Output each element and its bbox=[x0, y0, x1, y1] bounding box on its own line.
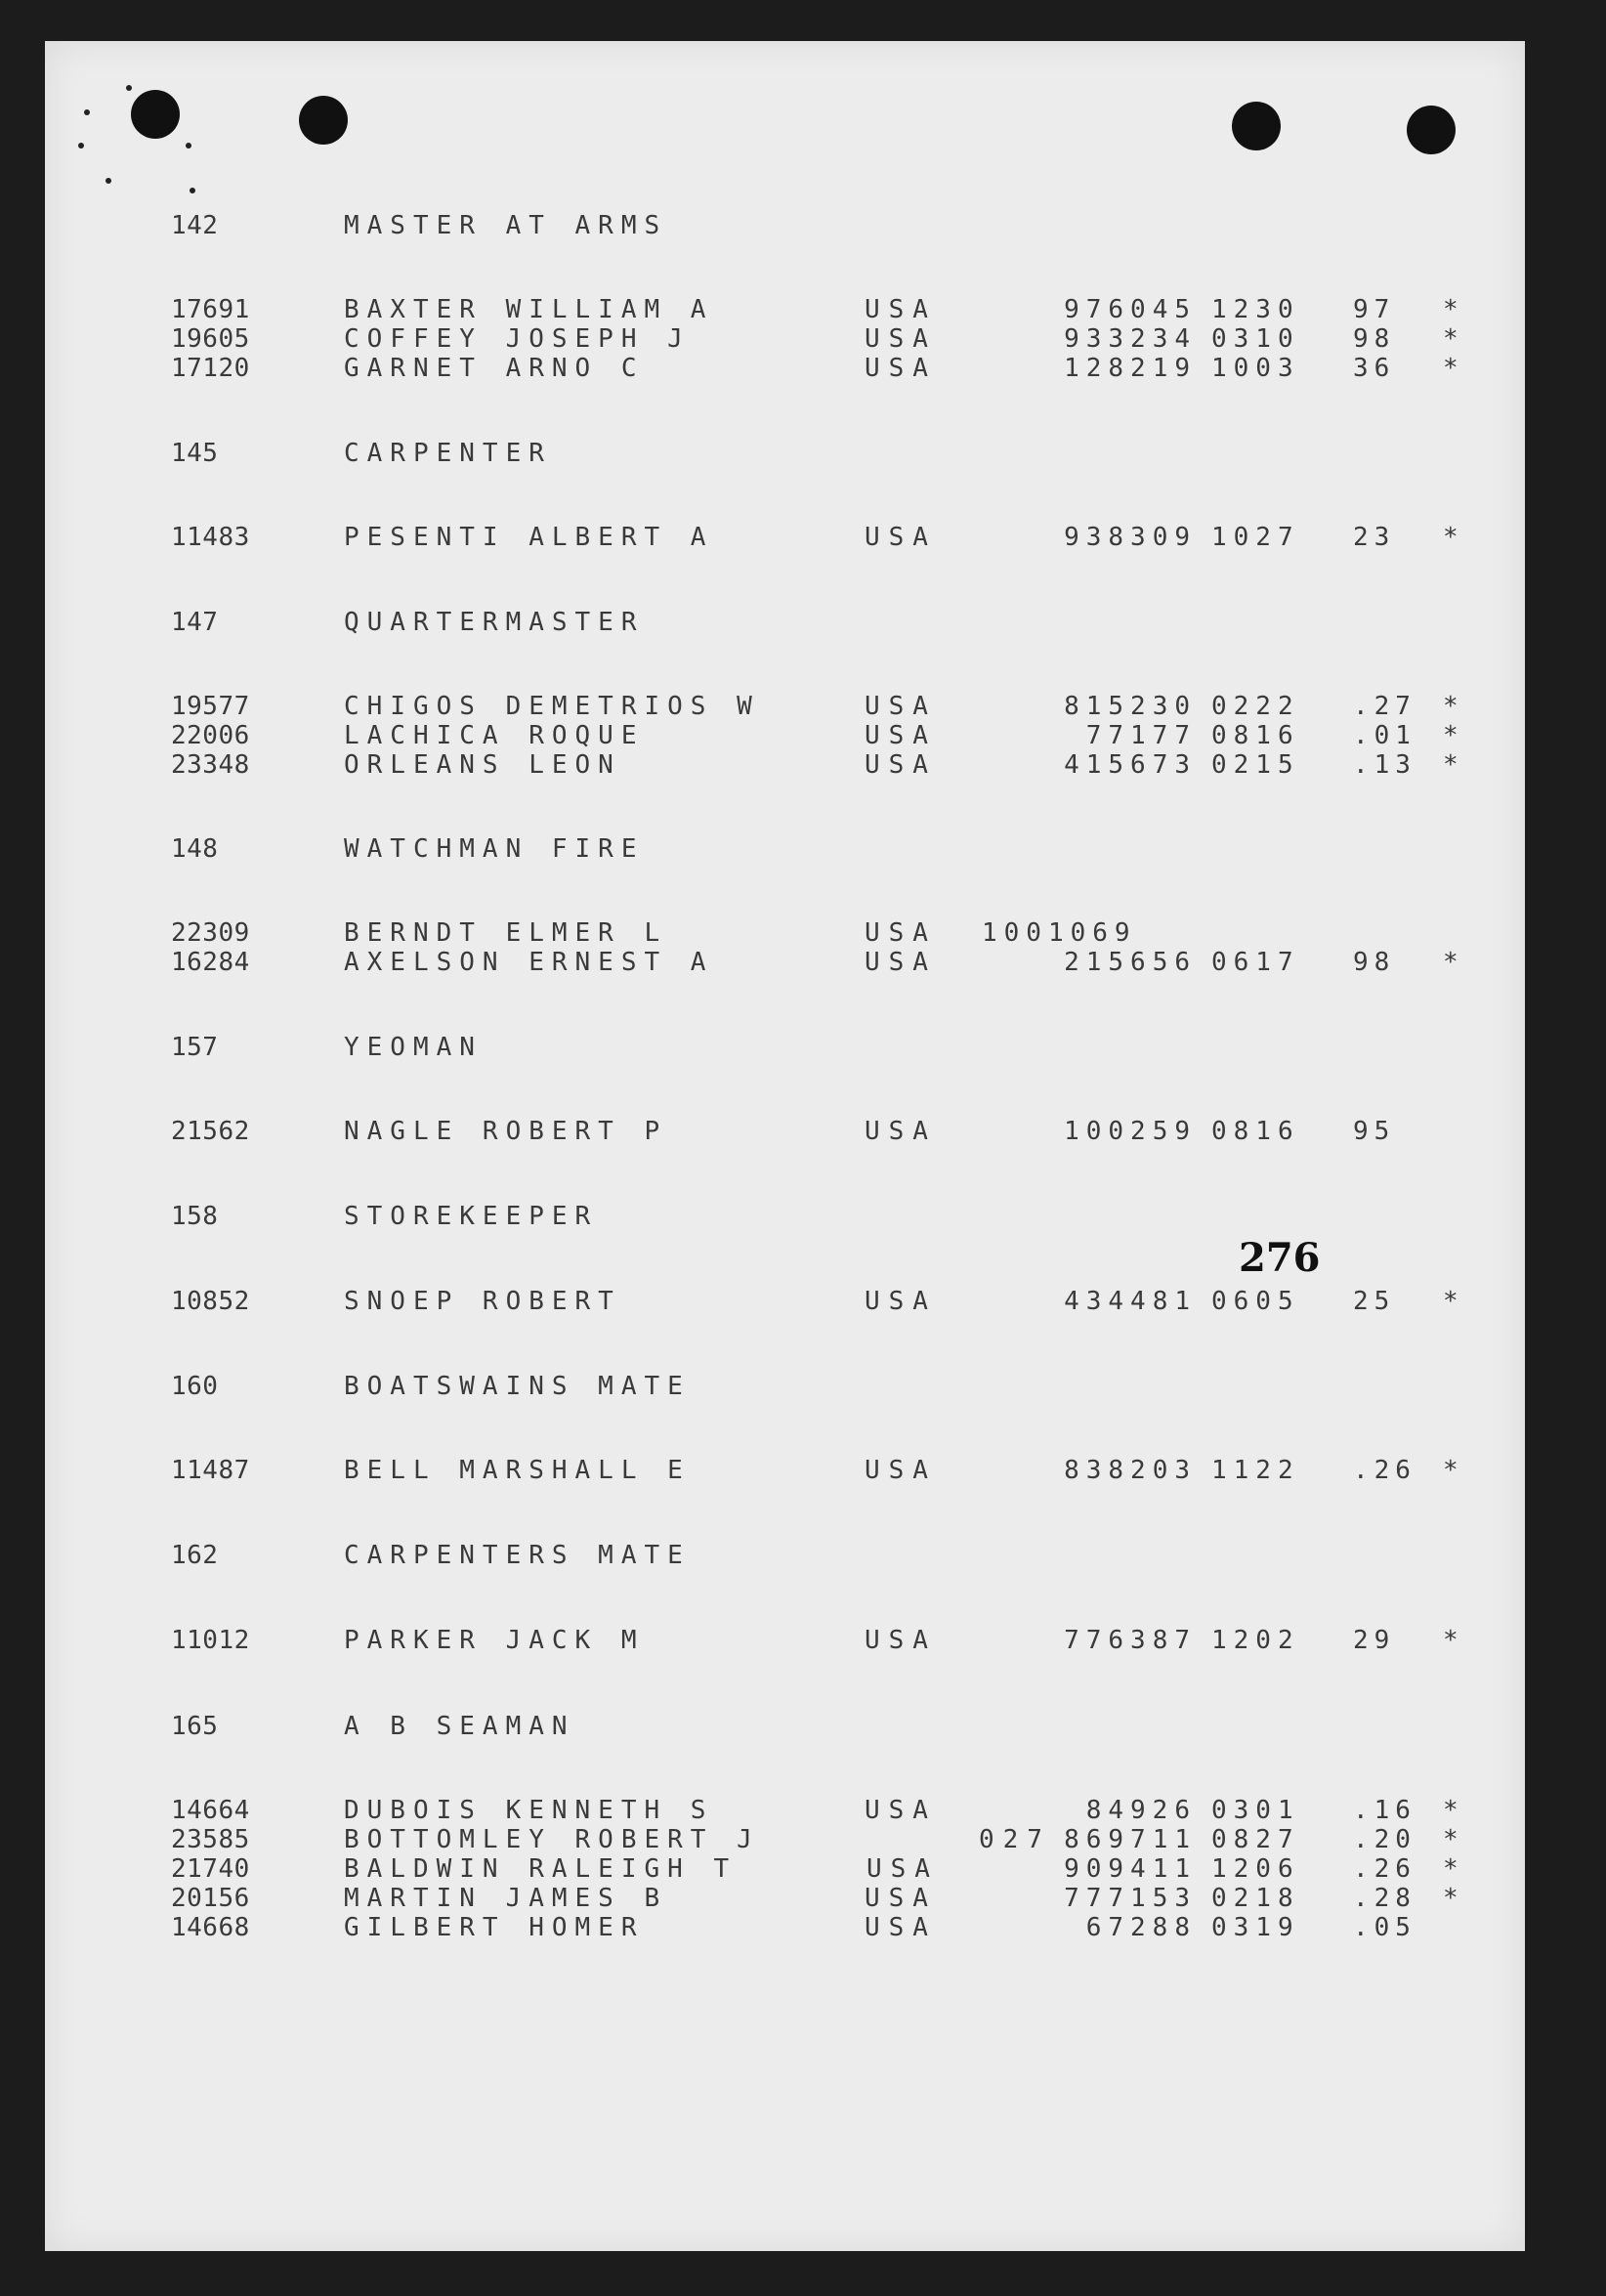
record-date: 0827 bbox=[1211, 1825, 1300, 1854]
record-name: CHIGOS DEMETRIOS W bbox=[344, 692, 760, 721]
record-number: 815230 bbox=[1064, 692, 1197, 721]
section-title: BOATSWAINS MATE bbox=[344, 1372, 691, 1401]
record-country: 027 bbox=[979, 1825, 1051, 1854]
record-row bbox=[171, 523, 1459, 552]
section-heading bbox=[171, 1541, 691, 1570]
record-row bbox=[171, 750, 1459, 780]
record-mark: * bbox=[1443, 1796, 1459, 1825]
record-date: 0310 bbox=[1211, 324, 1300, 354]
record-id: 22309 bbox=[171, 918, 250, 948]
record-number: 415673 bbox=[1064, 750, 1197, 780]
section-code: 157 bbox=[171, 1033, 219, 1062]
record-row bbox=[171, 1117, 1396, 1146]
record-value: .27 bbox=[1353, 692, 1416, 721]
section-heading bbox=[171, 1202, 599, 1231]
record-value: .28 bbox=[1353, 1884, 1416, 1913]
record-value: 97 bbox=[1353, 295, 1396, 324]
record-date: 0215 bbox=[1211, 750, 1300, 780]
record-value: .26 bbox=[1353, 1854, 1416, 1884]
record-number: 838203 bbox=[1064, 1456, 1197, 1485]
record-mark: * bbox=[1443, 692, 1459, 721]
speck bbox=[190, 188, 195, 193]
record-number: 869711 bbox=[1064, 1825, 1197, 1854]
record-name: SNOEP ROBERT bbox=[344, 1287, 621, 1316]
record-name: BAXTER WILLIAM A bbox=[344, 295, 714, 324]
record-date: 0816 bbox=[1211, 721, 1300, 750]
record-id: 17120 bbox=[171, 354, 250, 383]
section-title: CARPENTERS MATE bbox=[344, 1541, 691, 1570]
record-value: .05 bbox=[1353, 1913, 1416, 1942]
record-name: ORLEANS LEON bbox=[344, 750, 621, 780]
record-country: USA bbox=[865, 354, 937, 383]
section-title: CARPENTER bbox=[344, 439, 552, 468]
record-id: 22006 bbox=[171, 721, 250, 750]
record-row bbox=[171, 1626, 1459, 1655]
record-row bbox=[171, 948, 1459, 977]
record-country: USA bbox=[865, 295, 937, 324]
record-id: 14664 bbox=[171, 1796, 250, 1825]
record-id: 10852 bbox=[171, 1287, 250, 1316]
section-code: 148 bbox=[171, 834, 219, 864]
section-heading bbox=[171, 834, 645, 864]
record-mark: * bbox=[1443, 1825, 1459, 1854]
record-mark: * bbox=[1443, 1456, 1459, 1485]
section-code: 147 bbox=[171, 608, 219, 637]
record-date: 0617 bbox=[1211, 948, 1300, 977]
record-date: 0222 bbox=[1211, 692, 1300, 721]
record-date: 1027 bbox=[1211, 523, 1300, 552]
record-number: 100259 bbox=[1064, 1117, 1197, 1146]
record-row bbox=[171, 1825, 1459, 1854]
section-heading bbox=[171, 439, 552, 468]
record-country: USA bbox=[865, 721, 937, 750]
record-number: 1001069 bbox=[982, 918, 1137, 948]
record-row bbox=[171, 721, 1459, 750]
section-heading bbox=[171, 211, 668, 240]
record-mark: * bbox=[1443, 1854, 1459, 1884]
record-country: USA bbox=[865, 1913, 937, 1942]
record-date: 1206 bbox=[1211, 1854, 1300, 1884]
record-mark: * bbox=[1443, 1287, 1459, 1316]
record-row bbox=[171, 1796, 1459, 1825]
punch-hole-left-1 bbox=[131, 90, 180, 139]
record-mark: * bbox=[1443, 1884, 1459, 1913]
section-code: 160 bbox=[171, 1372, 219, 1401]
record-number: 938309 bbox=[1064, 523, 1197, 552]
record-row bbox=[171, 295, 1459, 324]
section-title: QUARTERMASTER bbox=[344, 608, 645, 637]
record-country: USA bbox=[865, 750, 937, 780]
speck bbox=[186, 143, 191, 149]
record-value: 95 bbox=[1353, 1117, 1396, 1146]
page-stamp-number: 276 bbox=[1239, 1235, 1321, 1281]
section-code: 165 bbox=[171, 1712, 219, 1741]
record-country: USA bbox=[865, 692, 937, 721]
record-mark: * bbox=[1443, 295, 1459, 324]
record-row bbox=[171, 918, 1137, 948]
section-title: MASTER AT ARMS bbox=[344, 211, 668, 240]
record-row bbox=[171, 354, 1459, 383]
record-date: 0605 bbox=[1211, 1287, 1300, 1316]
record-value: 29 bbox=[1353, 1626, 1396, 1655]
record-country: USA bbox=[865, 523, 937, 552]
record-id: 16284 bbox=[171, 948, 250, 977]
record-number: 976045 bbox=[1064, 295, 1197, 324]
record-id: 21740 bbox=[171, 1854, 250, 1884]
record-row bbox=[171, 1287, 1459, 1316]
section-heading bbox=[171, 1372, 691, 1401]
record-date: 1122 bbox=[1211, 1456, 1300, 1485]
record-country: USA bbox=[866, 1854, 939, 1884]
speck bbox=[84, 109, 90, 115]
speck bbox=[106, 178, 111, 184]
record-value: 98 bbox=[1353, 948, 1396, 977]
record-name: COFFEY JOSEPH J bbox=[344, 324, 691, 354]
record-country: USA bbox=[865, 1456, 937, 1485]
section-heading bbox=[171, 608, 645, 637]
record-id: 19605 bbox=[171, 324, 250, 354]
section-code: 158 bbox=[171, 1202, 219, 1231]
record-row bbox=[171, 692, 1459, 721]
section-code: 162 bbox=[171, 1541, 219, 1570]
record-name: GILBERT HOMER bbox=[344, 1913, 645, 1942]
record-name: MARTIN JAMES B bbox=[344, 1884, 668, 1913]
record-country: USA bbox=[865, 948, 937, 977]
record-date: 1003 bbox=[1211, 354, 1300, 383]
record-id: 21562 bbox=[171, 1117, 250, 1146]
punch-hole-right-1 bbox=[1232, 102, 1281, 150]
record-name: DUBOIS KENNETH S bbox=[344, 1796, 714, 1825]
record-country: USA bbox=[865, 1796, 937, 1825]
record-number: 909411 bbox=[1064, 1854, 1197, 1884]
record-mark: * bbox=[1443, 354, 1459, 383]
record-id: 20156 bbox=[171, 1884, 250, 1913]
record-number: 67288 bbox=[1085, 1913, 1197, 1942]
paper-sheet bbox=[45, 41, 1525, 2251]
record-number: 933234 bbox=[1064, 324, 1197, 354]
section-code: 145 bbox=[171, 439, 219, 468]
record-id: 23348 bbox=[171, 750, 250, 780]
record-id: 14668 bbox=[171, 1913, 250, 1942]
record-id: 19577 bbox=[171, 692, 250, 721]
record-mark: * bbox=[1443, 750, 1459, 780]
section-title: A B SEAMAN bbox=[344, 1712, 575, 1741]
record-number: 215656 bbox=[1064, 948, 1197, 977]
record-mark: * bbox=[1443, 324, 1459, 354]
record-date: 0816 bbox=[1211, 1117, 1300, 1146]
record-row bbox=[171, 1456, 1459, 1485]
record-date: 0319 bbox=[1211, 1913, 1300, 1942]
record-number: 434481 bbox=[1064, 1287, 1197, 1316]
record-date: 1202 bbox=[1211, 1626, 1300, 1655]
record-mark: * bbox=[1443, 1626, 1459, 1655]
record-value: .26 bbox=[1353, 1456, 1416, 1485]
record-mark: * bbox=[1443, 948, 1459, 977]
punch-hole-left-2 bbox=[299, 96, 348, 145]
record-name: NAGLE ROBERT P bbox=[344, 1117, 668, 1146]
record-id: 11487 bbox=[171, 1456, 250, 1485]
record-country: USA bbox=[865, 1884, 937, 1913]
record-row bbox=[171, 1884, 1459, 1913]
record-mark: * bbox=[1443, 523, 1459, 552]
record-country: USA bbox=[865, 1117, 937, 1146]
record-value: .20 bbox=[1353, 1825, 1416, 1854]
record-mark: * bbox=[1443, 721, 1459, 750]
record-row bbox=[171, 1913, 1416, 1942]
record-number: 84926 bbox=[1085, 1796, 1197, 1825]
record-value: 98 bbox=[1353, 324, 1396, 354]
record-value: .01 bbox=[1353, 721, 1416, 750]
record-country: USA bbox=[865, 324, 937, 354]
record-name: BELL MARSHALL E bbox=[344, 1456, 691, 1485]
record-date: 0218 bbox=[1211, 1884, 1300, 1913]
record-country: USA bbox=[865, 1287, 937, 1316]
record-name: AXELSON ERNEST A bbox=[344, 948, 714, 977]
record-value: 36 bbox=[1353, 354, 1396, 383]
section-title: WATCHMAN FIRE bbox=[344, 834, 645, 864]
record-number: 776387 bbox=[1064, 1626, 1197, 1655]
record-name: PARKER JACK M bbox=[344, 1626, 645, 1655]
record-name: LACHICA ROQUE bbox=[344, 721, 645, 750]
section-code: 142 bbox=[171, 211, 219, 240]
record-id: 17691 bbox=[171, 295, 250, 324]
record-name: BERNDT ELMER L bbox=[344, 918, 668, 948]
record-id: 11012 bbox=[171, 1626, 250, 1655]
punch-hole-right-2 bbox=[1407, 106, 1456, 154]
section-heading bbox=[171, 1033, 483, 1062]
record-value: 25 bbox=[1353, 1287, 1396, 1316]
record-name: BOTTOMLEY ROBERT J bbox=[344, 1825, 760, 1854]
record-name: BALDWIN RALEIGH T bbox=[344, 1854, 738, 1884]
record-value: 23 bbox=[1353, 523, 1396, 552]
record-name: GARNET ARNO C bbox=[344, 354, 645, 383]
speck bbox=[78, 143, 84, 149]
section-title: STOREKEEPER bbox=[344, 1202, 599, 1231]
record-country: USA bbox=[865, 918, 937, 948]
record-date: 0301 bbox=[1211, 1796, 1300, 1825]
record-country: USA bbox=[865, 1626, 937, 1655]
record-date: 1230 bbox=[1211, 295, 1300, 324]
record-id: 11483 bbox=[171, 523, 250, 552]
record-name: PESENTI ALBERT A bbox=[344, 523, 714, 552]
speck bbox=[126, 85, 132, 91]
record-value: .13 bbox=[1353, 750, 1416, 780]
record-value: .16 bbox=[1353, 1796, 1416, 1825]
record-number: 128219 bbox=[1064, 354, 1197, 383]
record-row bbox=[171, 324, 1459, 354]
record-id: 23585 bbox=[171, 1825, 250, 1854]
record-number: 77177 bbox=[1085, 721, 1197, 750]
record-row bbox=[171, 1854, 1459, 1884]
section-title: YEOMAN bbox=[344, 1033, 483, 1062]
record-number: 777153 bbox=[1064, 1884, 1197, 1913]
section-heading bbox=[171, 1712, 575, 1741]
